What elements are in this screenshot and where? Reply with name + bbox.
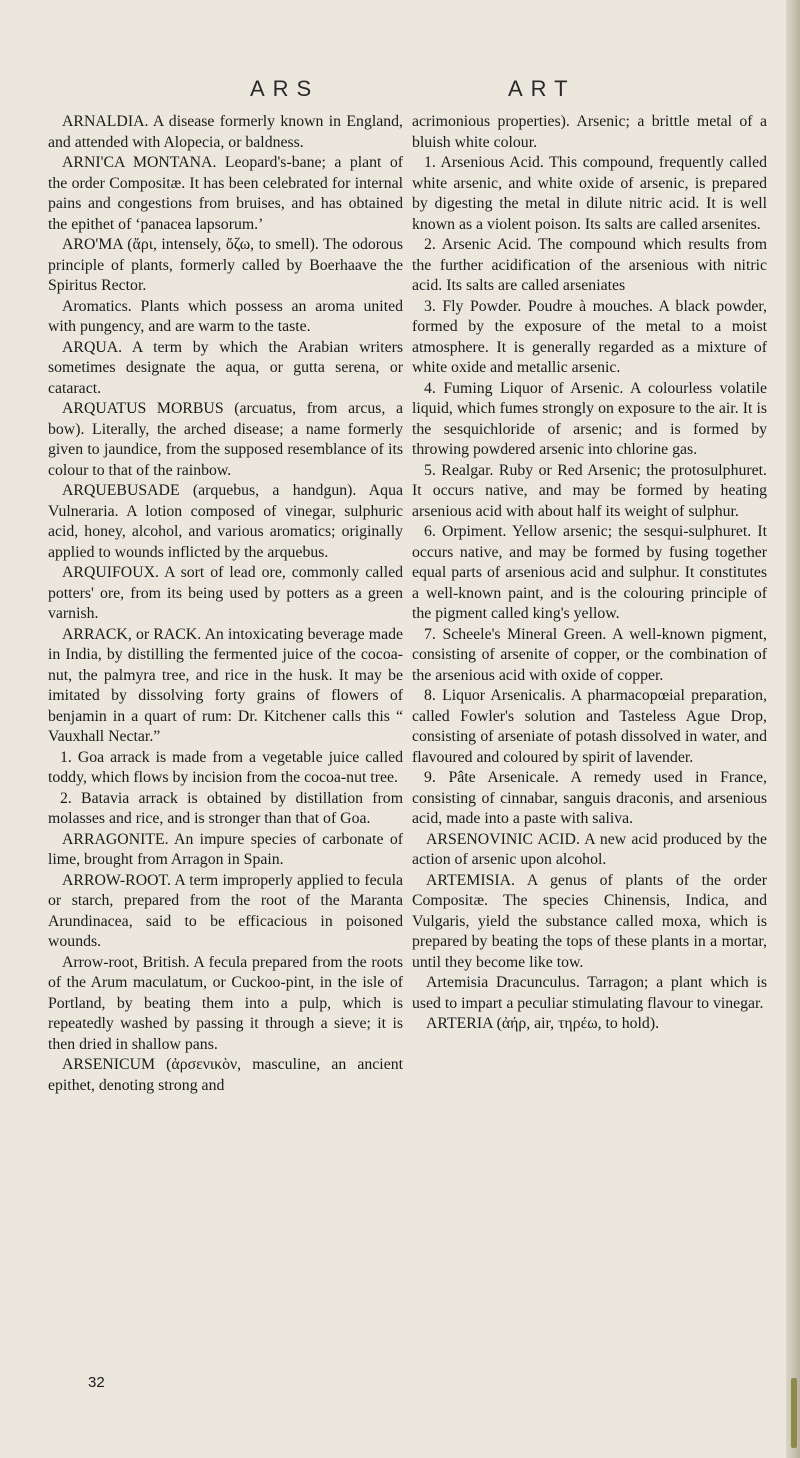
entry-arquebusade: ARQUEBUSADE (arquebus, a handgun). Aqua Vulneraria. A lotion composed of vinegar, sulphuric acid, honey, alcohol, and various aromatics; originally applied to wounds inflicted by the arquebus.	[48, 482, 403, 561]
entry-arsenicum-continued: acrimonious properties). Arsenic; a brittle metal of a bluish white colour.	[412, 113, 767, 151]
entry-arrow-root: ARROW-ROOT. A term improperly applied to fecula or starch, prepared from the root of the Maranta Arundinacea, said to be efficacious in poisoned wounds.	[48, 871, 403, 950]
entry-arsenic-acid: 2. Arsenic Acid. The compound which results from the further acidification of the arsenious with nitric acid. Its salts are called arseniates	[412, 236, 767, 294]
entry-batavia-arrack: 2. Batavia arrack is obtained by distillation from molasses and rice, and is stronger than that of Goa.	[48, 789, 403, 827]
entry-arrack: ARRACK, or RACK. An intoxicating beverage made in India, by distilling the fermented juice of the cocoa-nut, the palmyra tree, and rice in the husk. It may be imitated by dissolving forty grains of flowers of benjamin in a quart of rum: Dr. Kitchener calls this “ Vauxhall Nectar.”	[48, 625, 403, 745]
entry-realgar: 5. Realgar. Ruby or Red Arsenic; the protosulphuret. It occurs native, and may be formed by heating arsenious acid with about half its weight of sulphur.	[412, 461, 767, 520]
right-column	[412, 112, 767, 1035]
entry-scheeles-green: 7. Scheele's Mineral Green. A well-known pigment, consisting of arsenite of copper, or the combination of the arsenious acid with oxide of copper.	[412, 625, 767, 684]
entry-arsenious-acid: 1. Arsenious Acid. This compound, frequently called white arsenic, and white oxide of arsenic, is prepared by digesting the metal in dilute nitric acid. It is well known as a violent poison. Its salts are called arsenites.	[412, 154, 767, 233]
entry-arnica-montana: ARNI'CA MONTANA. Leopard's-bane; a plant of the order Compositæ. It has been celebrated for internal pains and congestions from bruises, and has obtained the epithet of ‘panacea lapsorum.’	[48, 154, 403, 233]
entry-arsenicum: ARSENICUM (ἀρσενικὸν, masculine, an ancient epithet, denoting strong and	[48, 1056, 403, 1094]
left-column	[48, 112, 403, 1096]
entry-pate-arsenicale: 9. Pâte Arsenicale. A remedy used in France, consisting of cinnabar, sanguis draconis, and arsenious acid, made into a paste with saliva.	[412, 769, 767, 827]
running-head-right: ART	[508, 76, 576, 101]
entry-goa-arrack: 1. Goa arrack is made from a vegetable juice called toddy, which flows by incision from the cocoa-nut tree.	[48, 748, 403, 786]
entry-aromatics: Aromatics. Plants which possess an aroma united with pungency, and are warm to the taste.	[48, 297, 403, 335]
entry-fuming-liquor: 4. Fuming Liquor of Arsenic. A colourless volatile liquid, which fumes strongly on exposure to the air. It is the sesquichloride of arsenic; and is formed by throwing powdered arsenic into chlorine gas.	[412, 379, 767, 458]
running-head-left: ARS	[250, 76, 320, 101]
entry-arquatus-morbus: ARQUATUS MORBUS (arcuatus, from arcus, a bow). Literally, the arched disease; a name formerly given to jaundice, from the supposed resemblance of its colour to that of the rainbow.	[48, 400, 403, 479]
entry-artemisia: ARTEMISIA. A genus of plants of the order Compositæ. The species Chinensis, Indica, and Vulgaris, yield the substance called moxa, which is prepared by beating the tops of these plants in a mortar, until they become like tow.	[412, 871, 767, 971]
entry-arnaldia: ARNALDIA. A disease formerly known in England, and attended with Alopecia, or baldness.	[48, 113, 403, 151]
entry-aroma: ARO'MA (ἄρι, intensely, ὄζω, to smell). The odorous principle of plants, formerly called by Boerhaave the Spiritus Rector.	[48, 236, 403, 294]
entry-orpiment: 6. Orpiment. Yellow arsenic; the sesqui-sulphuret. It occurs native, and may be formed by fusing together equal parts of arsenious acid and sulphur. It constitutes a well-known paint, and is the colouring principle of the pigment called king's yellow.	[412, 523, 767, 622]
entry-arrow-root-british: Arrow-root, British. A fecula prepared from the roots of the Arum maculatum, or Cuckoo-pint, in the isle of Portland, by beating them into a pulp, which is repeatedly washed by passing it through a sieve; it is then dried in shallow pans.	[48, 953, 403, 1053]
edge-mark	[791, 1378, 797, 1448]
entry-arsenovinic-acid: ARSENOVINIC ACID. A new acid produced by the action of arsenic upon alcohol.	[412, 830, 767, 868]
page-number: 32	[88, 1374, 105, 1391]
entry-fly-powder: 3. Fly Powder. Poudre à mouches. A black powder, formed by the exposure of the metal to a moist atmosphere. It is generally regarded as a mixture of white oxide and metallic arsenic.	[412, 297, 767, 376]
entry-arqua: ARQUA. A term by which the Arabian writers sometimes designate the aqua, or gutta serena, or cataract.	[48, 338, 403, 397]
entry-artemisia-dracunculus: Artemisia Dracunculus. Tarragon; a plant which is used to impart a peculiar stimulating flavour to vinegar.	[412, 974, 767, 1012]
entry-arragonite: ARRAGONITE. An impure species of carbonate of lime, brought from Arragon in Spain.	[48, 830, 403, 868]
entry-arquifoux: ARQUIFOUX. A sort of lead ore, commonly called potters' ore, from its being used by potters as a green varnish.	[48, 564, 403, 622]
entry-arteria: ARTERIA (ἀήρ, air, τηρέω, to hold).	[426, 1015, 660, 1032]
book-edge	[786, 0, 800, 1458]
entry-liquor-arsenicalis: 8. Liquor Arsenicalis. A pharmacopœial preparation, called Fowler's solution and Tasteless Ague Drop, consisting of arseniate of potash dissolved in water, and flavoured and coloured by spirit of lavender.	[412, 687, 767, 766]
